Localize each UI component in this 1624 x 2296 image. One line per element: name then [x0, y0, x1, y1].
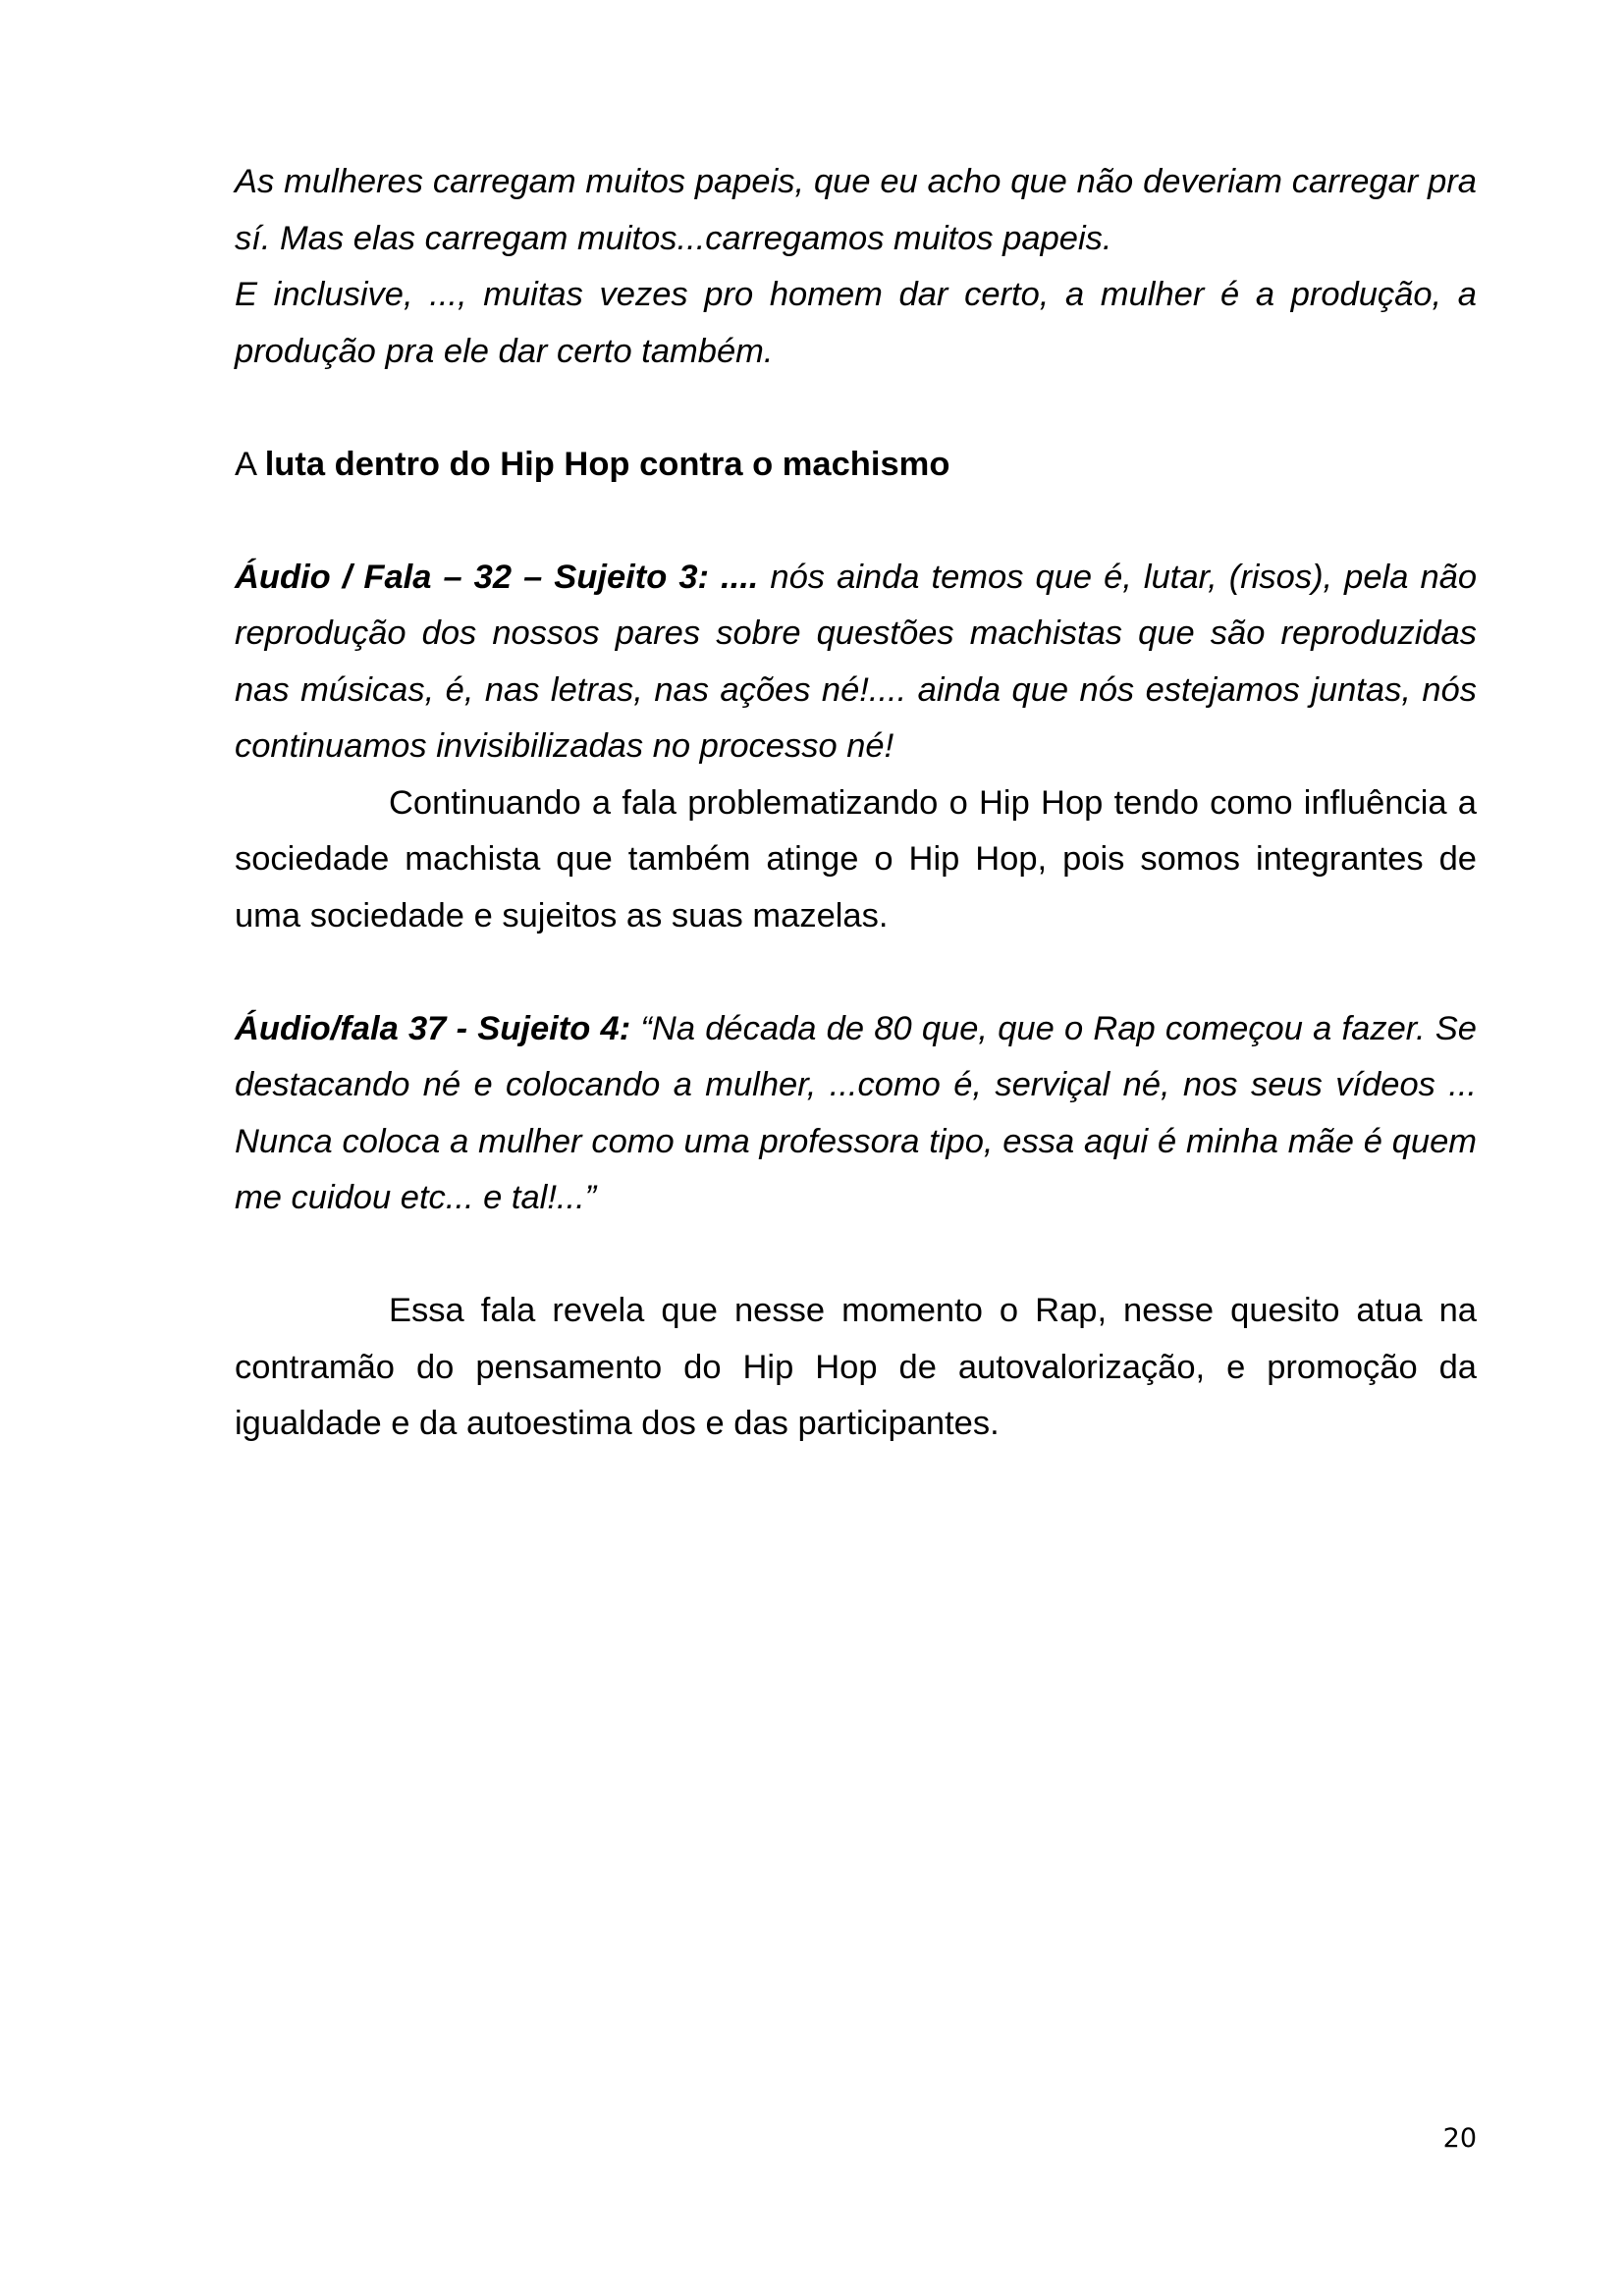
- spacer: [235, 380, 1477, 437]
- section-heading-title: luta dentro do Hip Hop contra o machismo: [264, 445, 950, 483]
- speech-excerpt-2: [235, 1001, 1477, 1227]
- spacer: [235, 493, 1477, 550]
- speech-2-label: Áudio/fala 37 - Sujeito 4:: [235, 1009, 631, 1047]
- speech-1-text: nós ainda temos que é, lutar, (risos), pela não reprodução dos nossos pares sobre questões machistas que são reproduzidas nas músicas, é, nas letras, nas ações né!.... ainda que nós estejamos juntas, nós continuamos invisibilizadas no processo né!: [235, 558, 1478, 765]
- speech-excerpt-1: [235, 550, 1477, 775]
- document-body: [235, 154, 1477, 1453]
- quote-line-1: As mulheres carregam muitos papeis, que eu acho que não deveriam carregar pra sí. Mas elas carregam muitos...carregamos muitos papeis.: [235, 163, 1477, 257]
- spacer: [235, 944, 1477, 1001]
- section-heading: [235, 437, 1477, 494]
- quote-line-2: E inclusive, ..., muitas vezes pro homem dar certo, a mulher é a produção, a produção pra ele dar certo também.: [235, 276, 1477, 370]
- speech-2-text: “Na década de 80 que, que o Rap começou a fazer. Se destacando né e colocando a mulher, ...como é, serviçal né, nos seus vídeos ... Nunca coloca a mulher como uma professora tipo, essa aqui é minha mãe é quem me cuidou etc... e tal!...”: [235, 1009, 1477, 1216]
- page-number: 20: [1442, 2123, 1477, 2154]
- section-heading-prefix: A: [235, 445, 265, 483]
- body-paragraph-2: Essa fala revela que nesse momento o Rap, nesse quesito atua na contramão do pensamento do Hip Hop de autovalorização, e promoção da igualdade e da autoestima dos e das participantes.: [235, 1292, 1477, 1442]
- speech-1-label: Áudio / Fala – 32 – Sujeito 3: ....: [235, 558, 759, 596]
- body-paragraph-1: Continuando a fala problematizando o Hip Hop tendo como influência a sociedade machista que também atinge o Hip Hop, pois somos integrantes de uma sociedade e sujeitos as suas mazelas.: [235, 783, 1477, 934]
- spacer: [235, 1227, 1477, 1284]
